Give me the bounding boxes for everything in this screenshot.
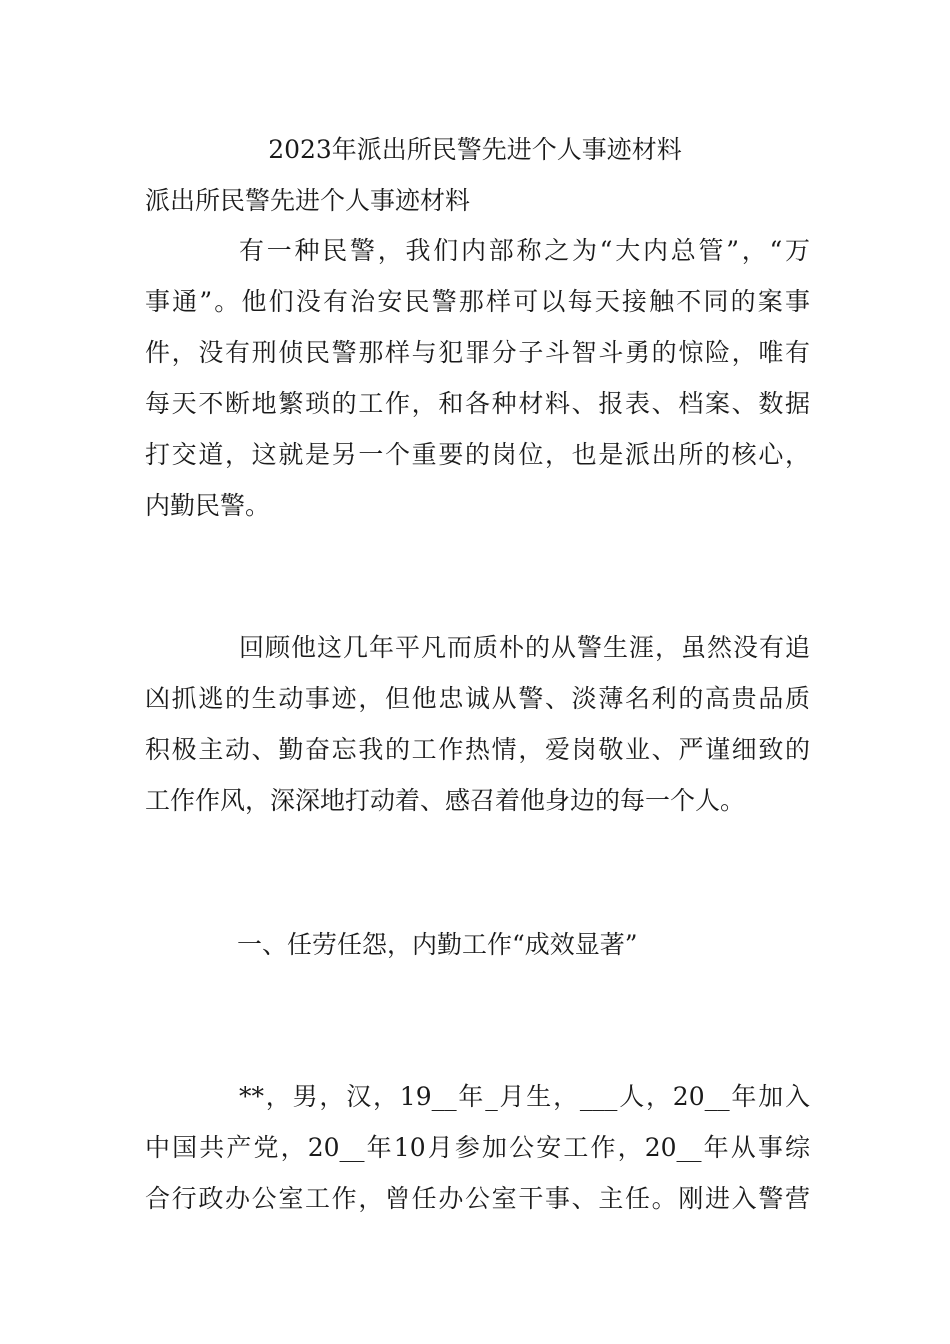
paragraph-line: 事通”。他们没有治安民警那样可以每天接触不同的案事 — [145, 287, 810, 316]
paragraph-line: 有一种民警，我们内部称之为“大内总管”，“万 — [239, 236, 810, 265]
paragraph-line: **，男，汉，19__年_月生，___人，20__年加入 — [239, 1082, 810, 1111]
paragraph-line: 件，没有刑侦民警那样与犯罪分子斗智斗勇的惊险，唯有 — [145, 338, 810, 367]
document-title: 2023年派出所民警先进个人事迹材料 — [268, 135, 682, 164]
paragraph-line: 每天不断地繁琐的工作，和各种材料、报表、档案、数据 — [145, 389, 810, 418]
paragraph-line: 工作作风，深深地打动着、感召着他身边的每一个人。 — [145, 786, 746, 815]
paragraph-profile — [145, 1071, 810, 1224]
paragraph-line: 打交道，这就是另一个重要的岗位，也是派出所的核心， — [145, 440, 810, 469]
paragraph-line: 中国共产党，20__年10月参加公安工作，20__年从事综 — [145, 1133, 810, 1162]
document-subtitle: 派出所民警先进个人事迹材料 — [145, 186, 471, 215]
paragraph-line: 合行政办公室工作，曾任办公室干事、主任。刚进入警营 — [145, 1184, 810, 1213]
paragraph-review — [145, 622, 810, 826]
paragraph-line: 回顾他这几年平凡而质朴的从警生涯，虽然没有追 — [239, 633, 810, 662]
section-heading: 一、任劳任怨，内勤工作“成效显著” — [237, 930, 638, 959]
paragraph-line: 内勤民警。 — [145, 491, 271, 520]
paragraph-line: 积极主动、勤奋忘我的工作热情，爱岗敬业、严谨细致的 — [145, 735, 810, 764]
paragraph-intro — [145, 225, 810, 531]
paragraph-line: 凶抓逃的生动事迹，但他忠诚从警、淡薄名利的高贵品质 — [145, 684, 810, 713]
